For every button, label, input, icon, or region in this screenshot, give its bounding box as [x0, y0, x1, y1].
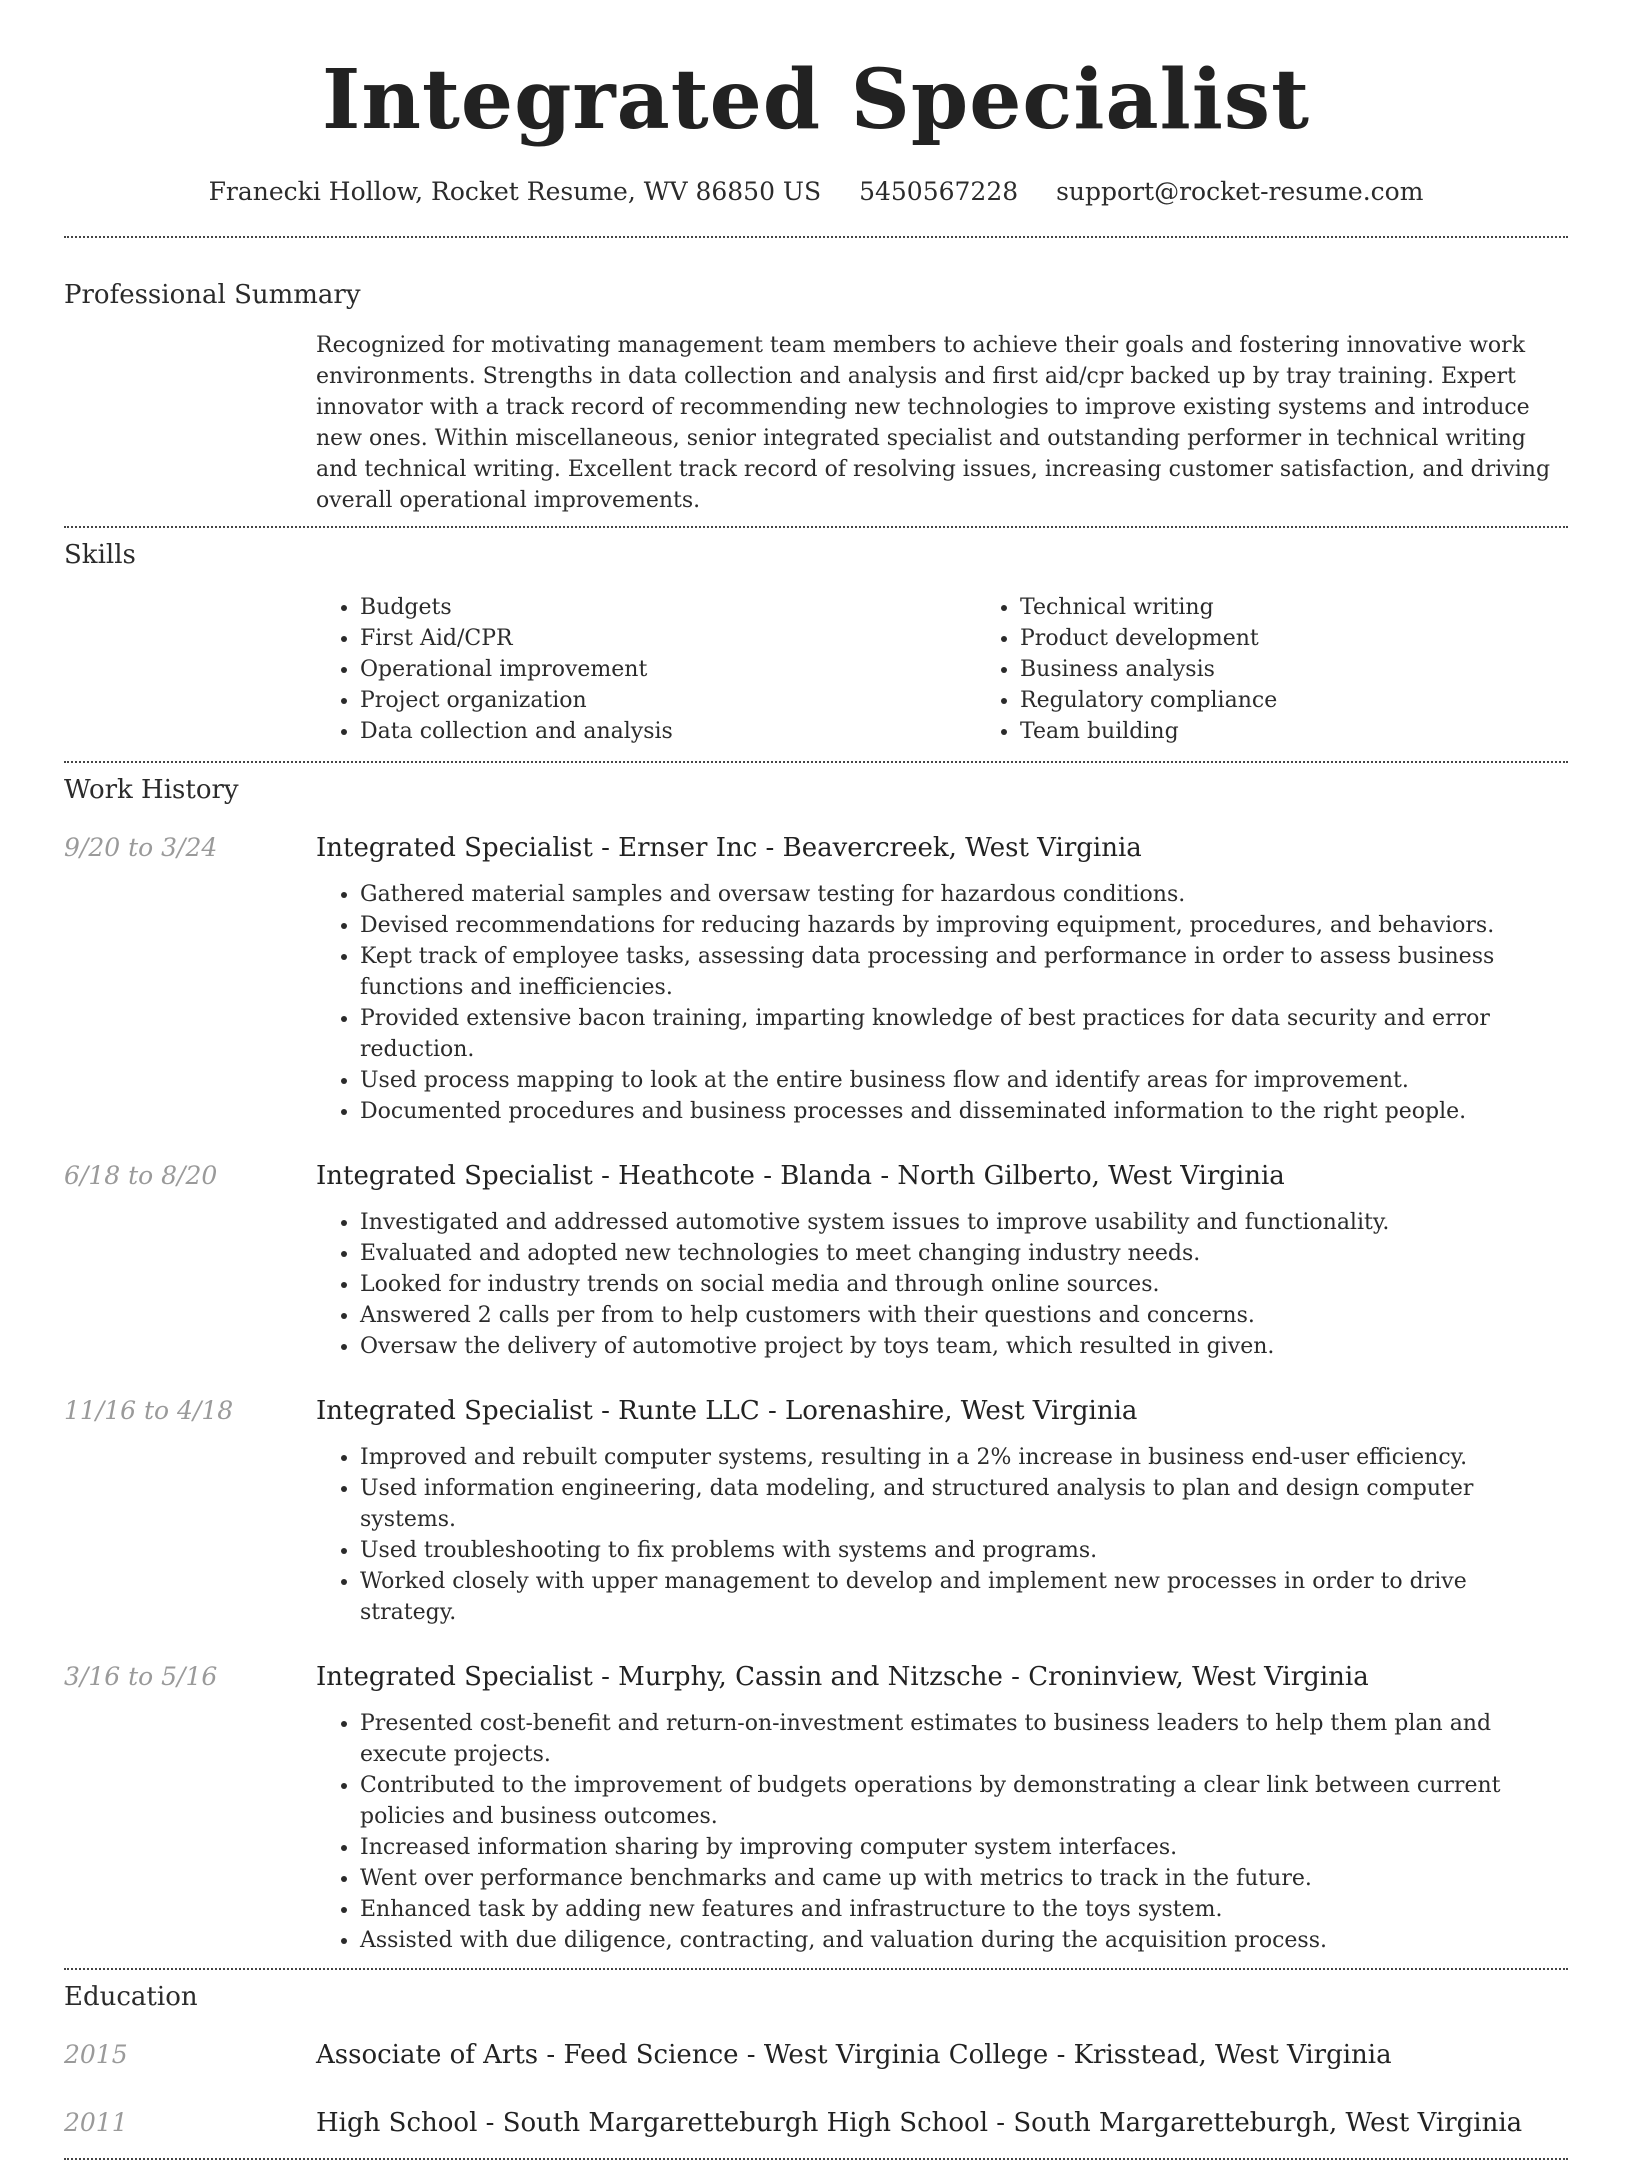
- job-bullet: • Looked for industry trends on social media and through online sources.: [360, 1269, 1568, 1300]
- job-bullet: • Oversaw the delivery of automotive project by toys team, which resulted in given.: [360, 1331, 1568, 1362]
- education-item: [64, 2106, 1568, 2140]
- job-entry: [64, 1660, 1568, 1968]
- summary-text: Recognized for motivating management team members to achieve their goals and fostering innovative work environments. Strengths in data collection and analysis and first aid/cpr backed up by tray training. Expert innovator with a track record of recommending new technologies to improve existing systems and introduce new ones. Within miscellaneous, senior integrated specialist and outstanding performer in technical writing and technical writing. Excellent track record of resolving issues, increasing customer satisfaction, and driving overall operational improvements.: [316, 333, 1551, 513]
- job-bullet: • Kept track of employee tasks, assessing data processing and performance in order to assess business functions and inefficiencies.: [360, 941, 1568, 1003]
- job-bullet: • Devised recommendations for reducing hazards by improving equipment, procedures, and behaviors.: [360, 910, 1568, 941]
- skill-item: • Data collection and analysis: [360, 716, 976, 747]
- job-bullets: [316, 1442, 1568, 1628]
- summary-section: [64, 238, 1568, 526]
- contact-phone: 5450567228: [859, 177, 1019, 206]
- work-section: [64, 763, 1568, 1968]
- skill-item: • Budgets: [360, 592, 976, 623]
- summary-spacer: [64, 330, 316, 516]
- job-dates: 11/16 to 4/18: [64, 1396, 234, 1425]
- skills-list-right: [976, 592, 1632, 747]
- section-title-skills: Skills: [64, 540, 136, 570]
- skill-item: • Business analysis: [1020, 654, 1632, 685]
- job-bullet: • Worked closely with upper management to develop and implement new processes in order to drive strategy.: [360, 1566, 1568, 1628]
- education-text: High School - South Margaretteburgh High School - South Margaretteburgh, West Virginia: [316, 2108, 1523, 2138]
- job-dates: 6/18 to 8/20: [64, 1161, 218, 1190]
- job-bullet: • Documented procedures and business processes and disseminated information to the right people.: [360, 1096, 1568, 1127]
- contact-line: [64, 174, 1568, 210]
- job-dates: 9/20 to 3/24: [64, 833, 218, 862]
- section-title-education: Education: [64, 1982, 198, 2012]
- job-dates: 3/16 to 5/16: [64, 1662, 218, 1691]
- job-entry: [64, 1394, 1568, 1628]
- job-bullets: [316, 1207, 1568, 1362]
- skill-item: • Regulatory compliance: [1020, 685, 1632, 716]
- skills-spacer: [64, 592, 316, 747]
- education-text: Associate of Arts - Feed Science - West Virginia College - Krisstead, West Virginia: [316, 2040, 1392, 2070]
- skill-item: • Project organization: [360, 685, 976, 716]
- job-bullet: • Increased information sharing by improving computer system interfaces.: [360, 1832, 1568, 1863]
- job-bullet: • Gathered material samples and oversaw testing for hazardous conditions.: [360, 879, 1568, 910]
- skill-item: • Product development: [1020, 623, 1632, 654]
- job-entry: [64, 1159, 1568, 1362]
- candidate-name: Integrated Specialist: [322, 52, 1310, 148]
- skill-item: • First Aid/CPR: [360, 623, 976, 654]
- skills-section: [64, 528, 1568, 761]
- job-bullet: • Enhanced task by adding new features and infrastructure to the toys system.: [360, 1894, 1568, 1925]
- job-bullet: • Used process mapping to look at the entire business flow and identify areas for improvement.: [360, 1065, 1568, 1096]
- job-bullet: • Evaluated and adopted new technologies to meet changing industry needs.: [360, 1238, 1568, 1269]
- job-bullet: • Used information engineering, data modeling, and structured analysis to plan and design computer systems.: [360, 1473, 1568, 1535]
- job-bullets: [316, 879, 1568, 1127]
- skill-item: • Operational improvement: [360, 654, 976, 685]
- education-year: 2011: [64, 2108, 128, 2137]
- contact-address: Franecki Hollow, Rocket Resume, WV 86850 US: [208, 177, 822, 206]
- job-bullet: • Investigated and addressed automotive system issues to improve usability and functionality.: [360, 1207, 1568, 1238]
- job-bullet: • Answered 2 calls per from to help customers with their questions and concerns.: [360, 1300, 1568, 1331]
- education-year: 2015: [64, 2040, 128, 2069]
- job-bullet: • Contributed to the improvement of budgets operations by demonstrating a clear link between current policies and business outcomes.: [360, 1770, 1568, 1832]
- job-bullet: • Used troubleshooting to fix problems with systems and programs.: [360, 1535, 1568, 1566]
- job-bullet: • Provided extensive bacon training, imparting knowledge of best practices for data security and error reduction.: [360, 1003, 1568, 1065]
- job-bullet: • Assisted with due diligence, contracting, and valuation during the acquisition process.: [360, 1925, 1568, 1956]
- section-title-work: Work History: [64, 775, 239, 805]
- job-heading: Integrated Specialist - Runte LLC - Lorenashire, West Virginia: [316, 1396, 1138, 1426]
- skills-columns: [316, 592, 1632, 747]
- job-bullets: [316, 1708, 1568, 1956]
- job-bullet: • Presented cost-benefit and return-on-investment estimates to business leaders to help them plan and execute projects.: [360, 1708, 1568, 1770]
- education-item: [64, 2038, 1568, 2072]
- contact-email: support@rocket-resume.com: [1056, 177, 1424, 206]
- job-bullet: • Improved and rebuilt computer systems, resulting in a 2% increase in business end-user efficiency.: [360, 1442, 1568, 1473]
- skills-list-left: [316, 592, 976, 747]
- skill-item: • Team building: [1020, 716, 1632, 747]
- education-section: [64, 1970, 1568, 2158]
- section-title-summary: Professional Summary: [64, 280, 361, 310]
- job-heading: Integrated Specialist - Ernser Inc - Beavercreek, West Virginia: [316, 833, 1142, 863]
- job-bullet: • Went over performance benchmarks and came up with metrics to track in the future.: [360, 1863, 1568, 1894]
- job-heading: Integrated Specialist - Heathcote - Blanda - North Gilberto, West Virginia: [316, 1161, 1285, 1191]
- skill-item: • Technical writing: [1020, 592, 1632, 623]
- job-entry: [64, 831, 1568, 1127]
- job-heading: Integrated Specialist - Murphy, Cassin and Nitzsche - Croninview, West Virginia: [316, 1662, 1369, 1692]
